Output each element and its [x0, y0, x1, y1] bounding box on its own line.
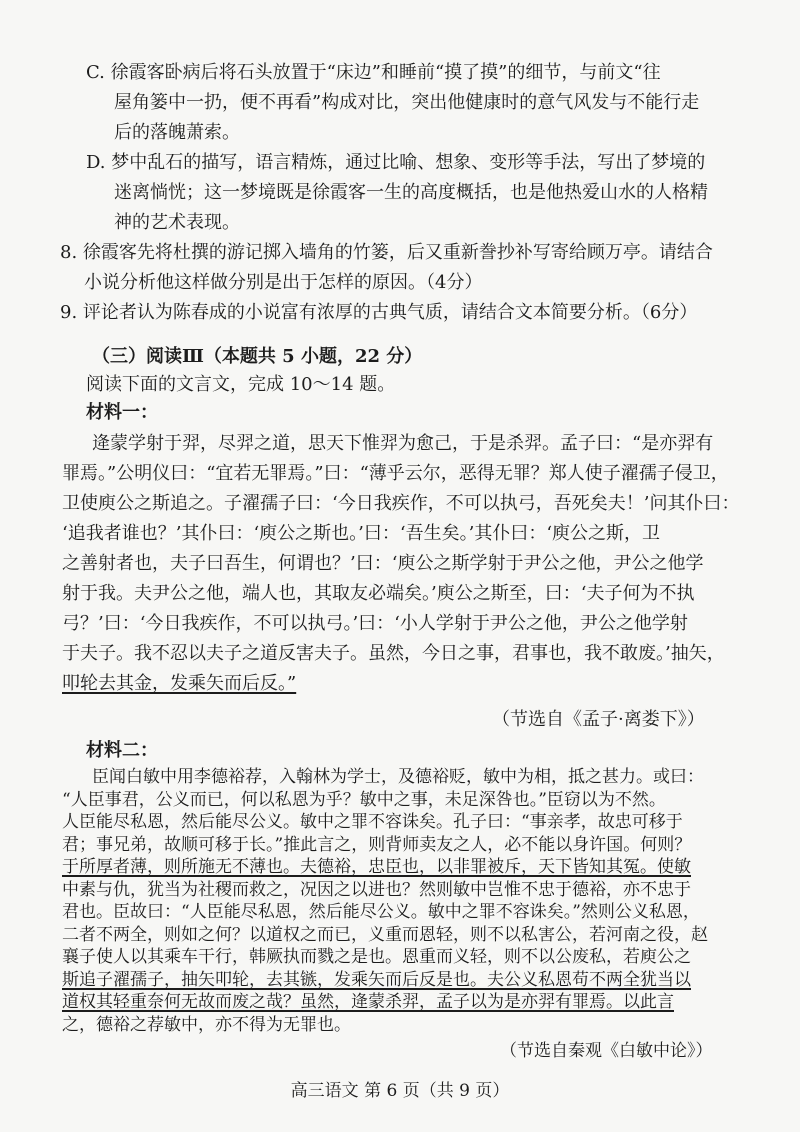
option-d-line-1: D. 梦中乱石的描写，语言精炼，通过比喻、想象、变形等手法，写出了梦境的 — [86, 152, 706, 173]
material-2-line: 君；事兄弟，故顺可移于长。”推此言之，则背师卖友之人，必不能以身许国。何则？ — [62, 834, 692, 855]
material-2-line: 君也。臣故曰：“人臣能尽私恩，然后能尽公义。敏中之罪不容诛矣。”然则公义私恩， — [62, 902, 700, 922]
material-2-line: 臣闻白敏中用李德裕荐，入翰林为学士，及德裕贬，敏中为相，抵之甚力。或曰： — [92, 767, 704, 787]
material-2-line: “人臣事君，公义而已，何以私恩为乎？敏中之事，未足深咎也。”臣窃以为不然。 — [62, 789, 666, 810]
material-1-line: 卫使庾公之斯追之。子濯孺子曰：‘今日我疾作，不可以执弓，吾死矣夫！’问其仆曰： — [62, 493, 740, 514]
question-8-line-2: 小说分析他这样做分别是出于怎样的原因。（4分） — [84, 272, 483, 293]
material-2-source: （节选自秦观《白敏中论》） — [500, 1041, 713, 1061]
option-c-line-1: C. 徐霞客卧病后将石头放置于“床边”和睡前“摸了摸”的细节，与前文“往 — [86, 62, 661, 83]
option-d-line-3: 神的艺术表现。 — [114, 212, 240, 233]
material-1-line: ‘追我者谁也？’其仆曰：‘庾公之斯也。’曰：‘吾生矣。’其仆曰：‘庾公之斯，卫 — [62, 523, 661, 544]
material-1-source: （节选自《孟子·离娄下》） — [492, 709, 705, 730]
material-1-line: 逄蒙学射于羿，尽羿之道，思天下惟羿为愈己，于是杀羿。孟子曰：“是亦羿有 — [92, 433, 714, 454]
material-2-line: 斯追子濯孺子，抽矢叩轮，去其镞，发乘矢而后反是也。夫公义私恩苟不两全犹当以 — [62, 969, 691, 990]
section-heading: （三）阅读Ⅲ（本题共 5 小题，22 分） — [92, 346, 423, 367]
question-9: 9. 评论者认为陈春成的小说富有浓厚的古典气质，请结合文本简要分析。（6分） — [60, 302, 698, 323]
option-d-line-2: 迷离惝恍；这一梦境既是徐霞客一生的高度概括，也是他热爱山水的人格精 — [114, 182, 708, 203]
material-1-line: 于夫子。我不忍以夫子之道反害夫子。虽然，今日之事，君事也，我不敢废。’抽矢， — [62, 643, 725, 664]
material-2-line: 中素与仇，犹当为社稷而救之，况因之以进也？然则敏中岂惟不忠于德裕，亦不忠于 — [62, 879, 691, 900]
material-2-label: 材料二： — [86, 740, 158, 761]
material-1-line: 罪焉。”公明仪曰：“宜若无罪焉。”曰：“薄乎云尔，恶得无罪？郑人使子濯孺子侵卫， — [62, 463, 729, 484]
material-1-line: 之善射者也，夫子曰吾生，何谓也？’曰：‘庾公之斯学射于尹公之他，尹公之他学 — [62, 553, 704, 574]
material-2-line: 二者不两全，则如之何？以道权之而已，义重而恩轻，则不以私害公，若河南之役，赵 — [62, 924, 708, 945]
page-footer: 高三语文 第 6 页（共 9 页） — [290, 1081, 510, 1101]
material-2-line: 襄子使人以其乘车干行，韩厥执而戮之是也。恩重而义轻，则不以公废私，若庾公之 — [62, 947, 691, 967]
material-2-line: 人臣能尽私恩，然后能尽公义。敏中之罪不容诛矣。孔子曰：“事亲孝，故忠可移于 — [62, 812, 683, 832]
material-2-line: 之，德裕之荐敏中，亦不得为无罪也。 — [62, 1014, 351, 1035]
option-c-line-2: 屋角篓中一扔，便不再看”构成对比，突出他健康时的意气风发与不能行走 — [114, 92, 700, 113]
option-c-line-3: 后的落魄萧索。 — [114, 122, 240, 143]
material-1-label: 材料一： — [86, 402, 158, 423]
material-1-line-underlined: 叩轮去其金，发乘矢而后反。” — [62, 673, 297, 694]
question-8-line-1: 8. 徐霞客先将杜撰的游记掷入墙角的竹篓，后又重新誊抄补写寄给顾万亭。请结合 — [60, 242, 713, 263]
material-1-line: 射于我。夫尹公之他，端人也，其取友必端矣。’庾公之斯至，曰：‘夫子何为不执 — [62, 583, 695, 604]
material-2-line: 道权其轻重奈何无故而废之哉？虽然，逄蒙杀羿，孟子以为是亦羿有罪焉。以此言 — [62, 992, 674, 1012]
section-instruction: 阅读下面的文言文，完成 10～14 题。 — [86, 374, 396, 395]
material-2-line: 于所厚者薄，则所施无不薄也。夫德裕，忠臣也，以非罪被斥，天下皆知其冤。使敏 — [62, 857, 691, 877]
material-1-line: 弓？’曰：‘今日我疾作，不可以执弓。’曰：‘小人学射于尹公之他，尹公之他学射 — [62, 613, 688, 634]
